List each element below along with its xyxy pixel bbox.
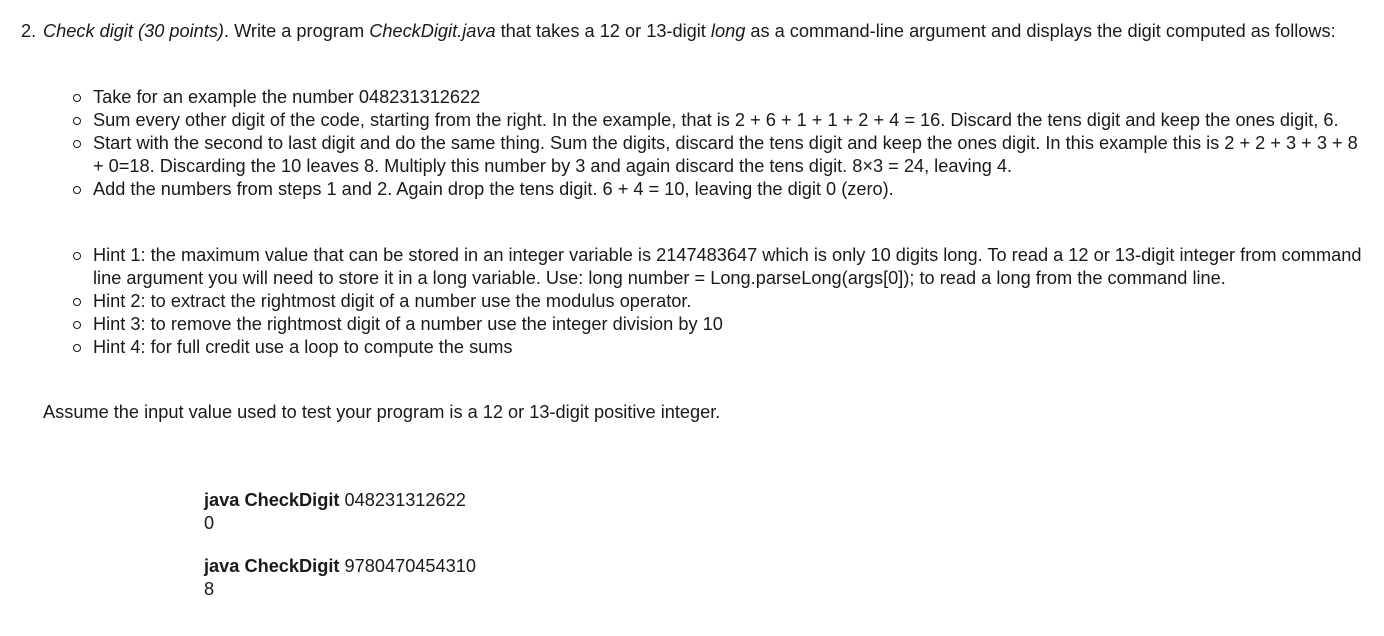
step-text: Take for an example the number 048231312622 xyxy=(93,87,481,107)
statement-part-a: . Write a program xyxy=(223,21,370,41)
statement-part-b: that takes a 12 or 13-digit xyxy=(495,21,711,41)
list-item xyxy=(73,244,1363,290)
circle-bullet-icon xyxy=(73,252,81,260)
steps-list xyxy=(73,86,1363,201)
list-item xyxy=(73,109,1363,132)
command-argument: 9780470454310 xyxy=(339,556,477,576)
command-name: java CheckDigit xyxy=(204,556,340,576)
circle-bullet-icon xyxy=(73,186,81,194)
question-points: (30 points) xyxy=(138,21,224,41)
question-header xyxy=(21,20,1376,43)
list-item xyxy=(73,336,1363,359)
assumption-text: Assume the input value used to test your program is a 12 or 13-digit positive integer. xyxy=(43,402,721,422)
hint-text: Hint 1: the maximum value that can be stored in an integer variable is 2147483647 which is only 10 digits long. To read a 12 or 13-digit integer from command line argument you will need to store it in a long variable. Use: long number = Long.parseLong(args[0]); to read a long from the command line. xyxy=(93,245,1362,288)
example-run-1 xyxy=(204,489,466,535)
example-output: 8 xyxy=(204,579,215,599)
list-item xyxy=(73,132,1363,178)
type-word: long xyxy=(710,21,746,41)
hints-list xyxy=(73,244,1363,359)
command-name: java CheckDigit xyxy=(204,490,340,510)
question-number: 2. xyxy=(21,21,37,41)
example-run-2 xyxy=(204,555,476,601)
circle-bullet-icon xyxy=(73,298,81,306)
question-statement xyxy=(43,20,1376,43)
example-output: 0 xyxy=(204,513,215,533)
step-text: Add the numbers from steps 1 and 2. Again drop the tens digit. 6 + 4 = 10, leaving the digit 0 (zero). xyxy=(93,179,894,199)
circle-bullet-icon xyxy=(73,321,81,329)
list-item xyxy=(73,290,1363,313)
step-text: Sum every other digit of the code, starting from the right. In the example, that is 2 + 6 + 1 + 1 + 2 + 4 = 16. Discard the tens digit and keep the ones digit, 6. xyxy=(93,110,1339,130)
circle-bullet-icon xyxy=(73,94,81,102)
hint-text: Hint 2: to extract the rightmost digit of a number use the modulus operator. xyxy=(93,291,692,311)
command-argument: 048231312622 xyxy=(339,490,466,510)
program-filename: CheckDigit.java xyxy=(369,21,496,41)
question-title: Check digit xyxy=(43,21,133,41)
circle-bullet-icon xyxy=(73,344,81,352)
list-item xyxy=(73,178,1363,201)
circle-bullet-icon xyxy=(73,117,81,125)
example-command xyxy=(204,555,476,578)
list-item xyxy=(73,313,1363,336)
step-text: Start with the second to last digit and do the same thing. Sum the digits, discard the tens digit and keep the ones digit. In this example this is 2 + 2 + 3 + 3 + 8 + 0=18. Discarding the 10 leaves 8. Multiply this number by 3 and again discard the tens digit. 8×3 = 24, leaving 4. xyxy=(93,133,1358,176)
hint-text: Hint 3: to remove the rightmost digit of a number use the integer division by 10 xyxy=(93,314,723,334)
statement-part-c: as a command-line argument and displays the digit computed as follows: xyxy=(745,21,1336,41)
example-command xyxy=(204,489,466,512)
hint-text: Hint 4: for full credit use a loop to compute the sums xyxy=(93,337,513,357)
question-2 xyxy=(21,20,1376,43)
circle-bullet-icon xyxy=(73,140,81,148)
list-item xyxy=(73,86,1363,109)
